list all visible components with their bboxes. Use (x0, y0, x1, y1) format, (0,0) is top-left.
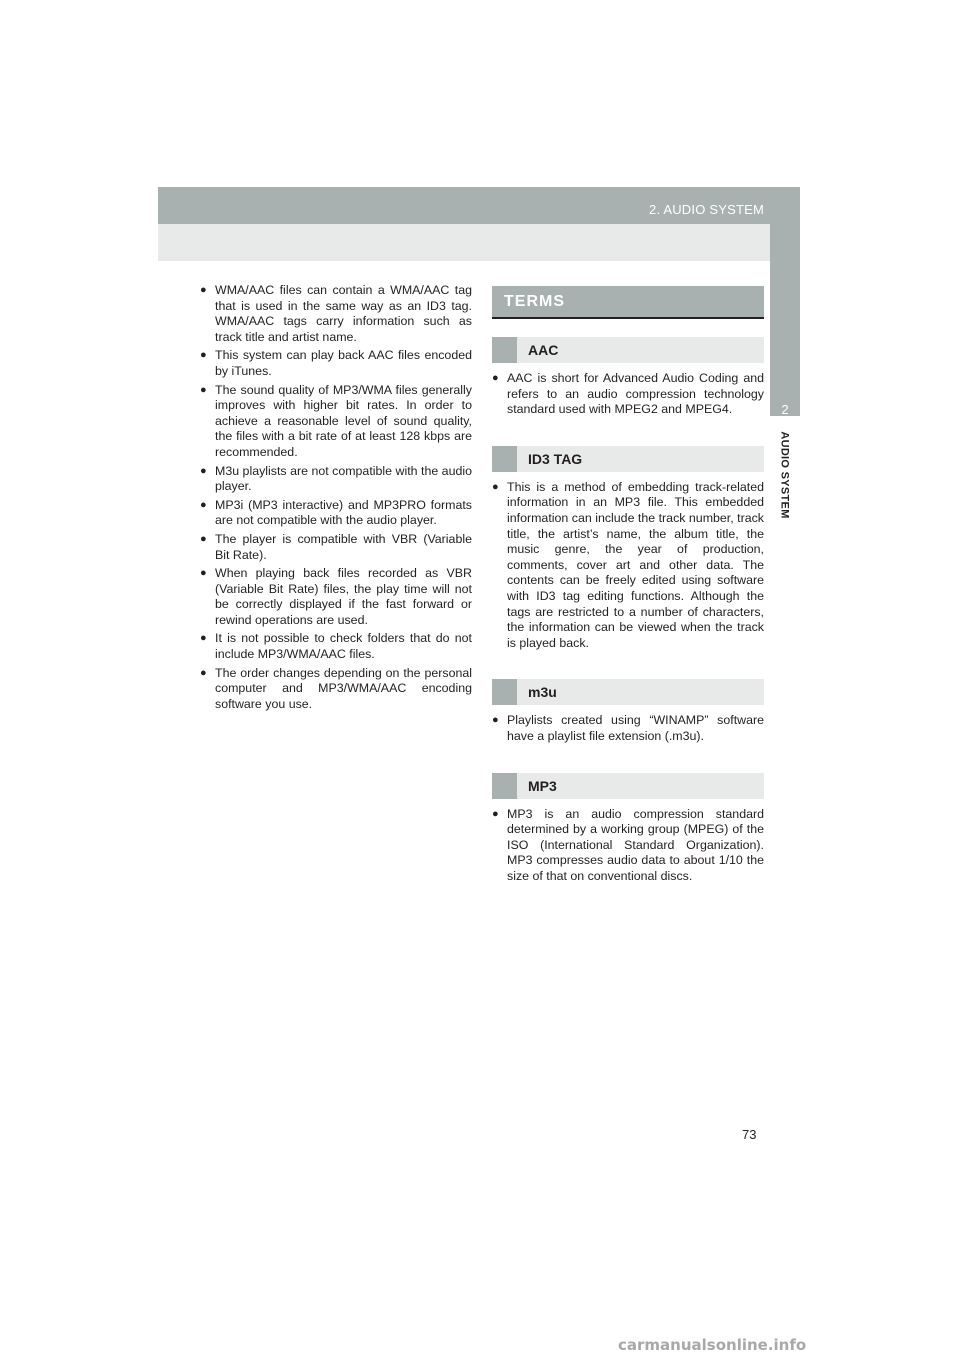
term-description: ● Playlists created using “WINAMP” software have a playlist file extension (.m3u). (492, 713, 764, 744)
term-title: ID3 TAG (528, 450, 583, 467)
term-marker (492, 337, 517, 363)
term-heading (492, 773, 764, 799)
page-number: 73 (742, 1127, 757, 1142)
term-aac (492, 337, 764, 418)
bullet-item: ● This system can play back AAC files encoded by iTunes. (200, 348, 472, 379)
term-id3-tag (492, 446, 764, 652)
terms-heading: TERMS (492, 286, 764, 319)
term-marker (492, 679, 517, 705)
bullet-item: ● M3u playlists are not compatible with the audio player. (200, 464, 472, 495)
term-heading (492, 679, 764, 705)
chapter-tab (770, 187, 800, 416)
section-title: 2. AUDIO SYSTEM (649, 202, 764, 217)
term-description: ● AAC is short for Advanced Audio Coding and refers to an audio compression technology standard used with MPEG2 and MPEG4. (492, 371, 764, 418)
watermark: carmanualsonline.info (618, 1336, 807, 1354)
term-title: MP3 (528, 777, 557, 794)
term-mp3 (492, 773, 764, 885)
term-m3u (492, 679, 764, 744)
bullet-item: ● The player is compatible with VBR (Variable Bit Rate). (200, 532, 472, 563)
term-marker (492, 446, 517, 472)
header-subband (158, 224, 800, 261)
term-title: AAC (528, 342, 559, 358)
right-column (492, 286, 764, 912)
term-marker (492, 773, 517, 799)
bullet-item: ● WMA/AAC files can contain a WMA/AAC tag that is used in the same way as an ID3 tag. WMA/AAC tags carry information such as track title and artist name. (200, 283, 472, 345)
term-heading (492, 446, 764, 472)
chapter-number: 2 (781, 402, 789, 417)
bullet-item: ● When playing back files recorded as VBR (Variable Bit Rate) files, the play time will not be correctly displayed if the fast forward or rewind operations are used. (200, 566, 472, 628)
term-title: m3u (528, 684, 557, 701)
left-column (200, 283, 472, 715)
bullet-item: ● The sound quality of MP3/WMA files generally improves with higher bit rates. In order to achieve a reasonable level of sound quality, the files with a bit rate of at least 128 kbps are recommended. (200, 383, 472, 461)
term-description: ● This is a method of embedding track-related information in an MP3 file. This embedded information can include the track number, track title, the artist’s name, the album title, the music genre, the year of production, comments, cover art and other data. The contents can be freely edited using software with ID3 tag editing functions. Although the tags are restricted to a number of characters, the information can be viewed when the track is played back. (492, 480, 764, 652)
chapter-label (770, 420, 800, 530)
bullet-item: ● MP3i (MP3 interactive) and MP3PRO formats are not compatible with the audio player. (200, 498, 472, 529)
bullet-item: ● The order changes depending on the personal computer and MP3/WMA/AAC encoding software you use. (200, 666, 472, 713)
chapter-label-text: AUDIO SYSTEM (779, 431, 791, 519)
term-description: ● MP3 is an audio compression standard determined by a working group (MPEG) of the ISO (International Standard Organization). MP3 compresses audio data to about 1/10 the size of that on conventional discs. (492, 807, 764, 885)
term-heading (492, 337, 764, 363)
bullet-item: ● It is not possible to check folders that do not include MP3/WMA/AAC files. (200, 631, 472, 662)
